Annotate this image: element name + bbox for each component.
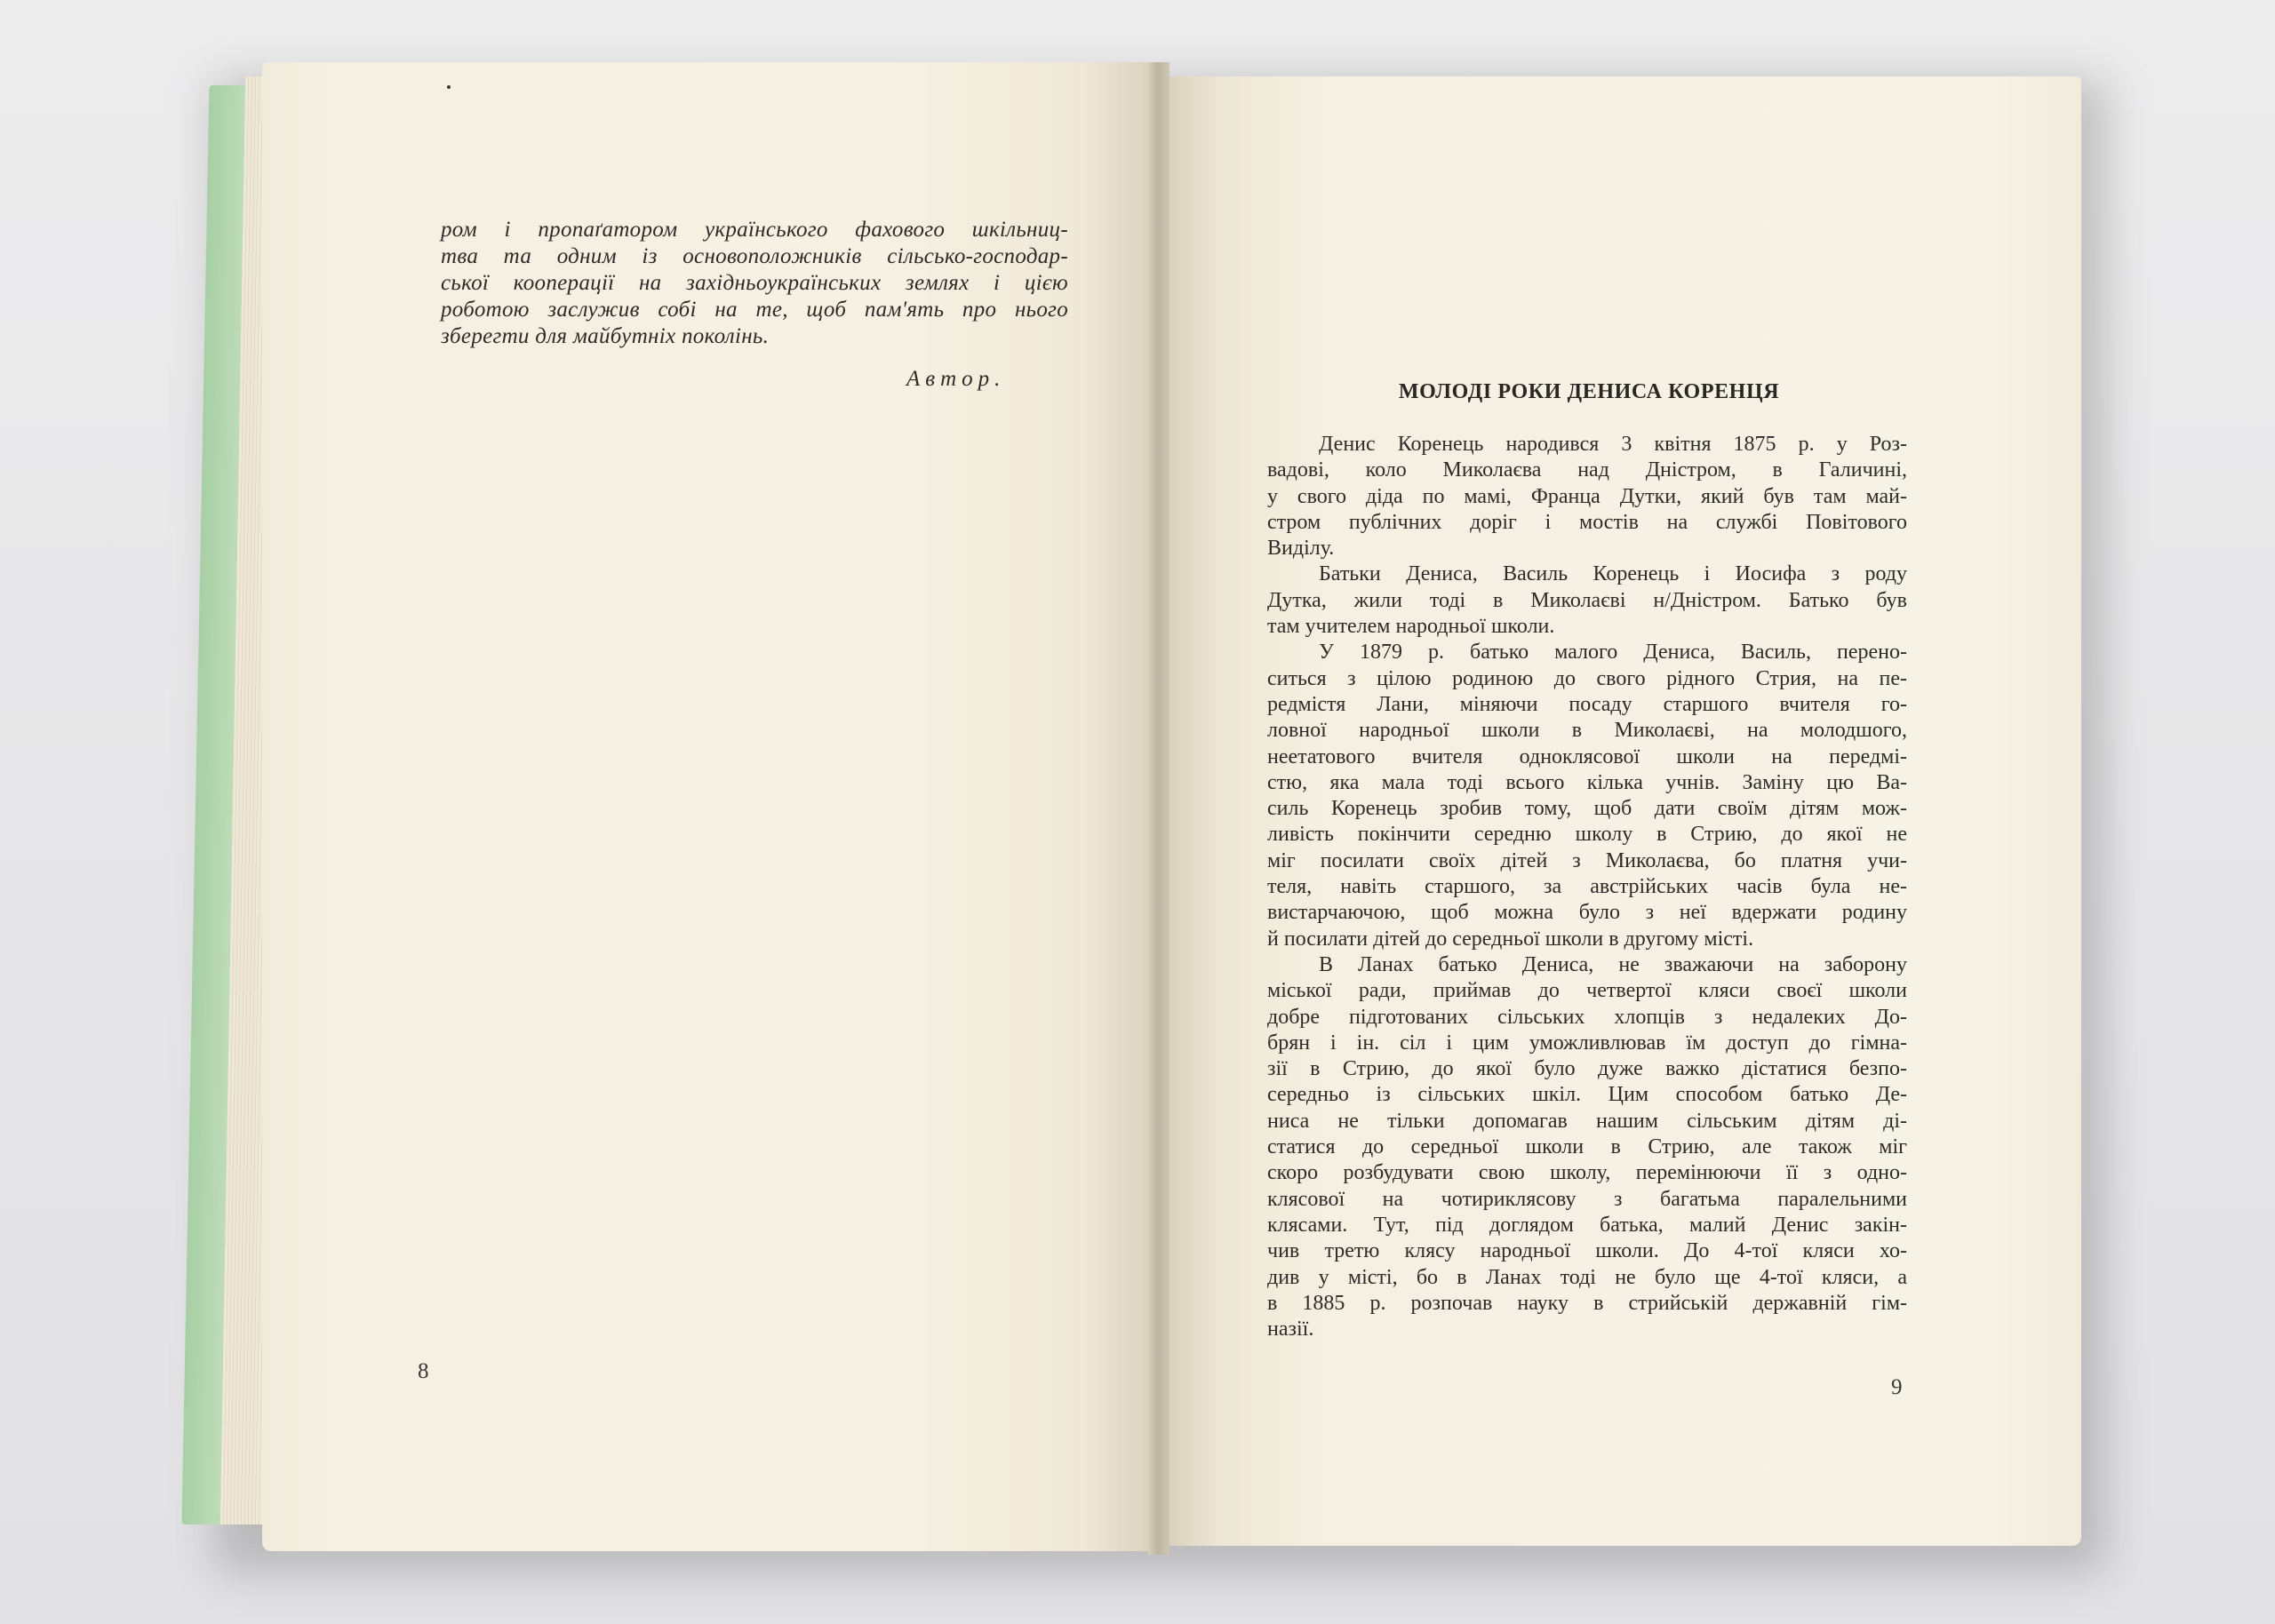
paragraph-line: У 1879 р. батько малого Дениса, Василь, перено- [1319,641,1907,665]
text-line: тва та одним із основоположників сільсько-господар- [441,244,1068,268]
paragraph-line: скоро розбудувати свою школу, перемінюючи її з одно- [1267,1161,1907,1185]
paragraph-line: ловної народньої школи в Миколаєві, на молодшого, [1267,719,1907,743]
paragraph-line: й посилати дітей до середньої школи в другому місті. [1267,927,1754,951]
paragraph-line: ситься з цілою родиною до свого рідного Стрия, на пе- [1267,666,1907,690]
text-line: ської кооперації на західньоукраїнських землях і цією [441,271,1068,295]
paragraph-line: брян і ін. сіл і цим уможливлював їм доступ до гімна- [1267,1031,1907,1055]
page-number-right: 9 [1891,1375,1903,1399]
paragraph-line: див у місті, бо в Ланах тоді не було ще 4-тої кляси, а [1267,1265,1907,1289]
paragraph-line: міг посилати своїх дітей з Миколаєва, бо платня учи- [1267,848,1907,872]
paragraph-line: клясами. Тут, під доглядом батька, малий Денис закін- [1267,1213,1907,1237]
paragraph-line: силь Коренець зробив тому, щоб дати своїм дітям мож- [1267,797,1907,821]
paragraph-line: Дутка, жили тоді в Миколаєві н/Дністром. Батько був [1267,588,1907,612]
paragraph-line: назії. [1267,1318,1314,1341]
paragraph-line: ливість покінчити середню школу в Стрию, до якої не [1267,823,1907,847]
paragraph-line: Виділу. [1267,537,1335,561]
right-page-body [1267,432,1907,1342]
paragraph-line: середньо із сільських шкіл. Цим способом батько Де- [1267,1083,1907,1107]
page-number-left: 8 [418,1359,429,1383]
paragraph-line: Денис Коренець народився 3 квітня 1875 р. у Роз- [1319,433,1907,456]
paragraph-line: добре підготованих сільських хлопців з недалеких До- [1267,1005,1907,1029]
paragraph-line: редмістя Лани, міняючи посаду старшого вчителя го- [1267,692,1907,716]
paragraph-line: вадові, коло Миколаєва над Дністром, в Галичині, [1267,458,1907,482]
paragraph-line: теля, навіть старшого, за австрійських часів була не- [1267,875,1907,899]
paragraph-line: стром публічних доріг і мостів на службі Повітового [1267,510,1907,534]
paragraph-line: міської ради, приймав до четвертої кляси своєї школи [1267,979,1907,1003]
text-line: зберегти для майбутніх поколінь. [441,324,770,348]
paragraph-line: статися до середньої школи в Стрию, але також міг [1267,1135,1907,1159]
author-signature: Автор. [906,367,1006,391]
paragraph-line: клясової на чотириклясову з багатьма паралельними [1267,1187,1907,1211]
paragraph-line: Батьки Дениса, Василь Коренець і Иосифа з роду [1319,562,1907,586]
paragraph-line: у свого діда по мамі, Франца Дутки, який був там май- [1267,484,1907,508]
text-line: ром і пропаґатором українського фахового шкільниц- [441,218,1068,242]
paragraph-line: ниса не тільки допомагав нашим сільським дітям ді- [1267,1109,1907,1133]
paragraph-line: В Ланах батько Дениса, не зважаючи на заборону [1319,952,1907,976]
paragraph-line: зії в Стрию, до якої було дуже важко дістатися безпо- [1267,1057,1907,1081]
paragraph-line: чив третю клясу народньої школи. До 4-тої кляси хо- [1267,1239,1907,1263]
paragraph-line: стю, яка мала тоді всього кілька учнів. Заміну цю Ва- [1267,770,1907,794]
paragraph-line: неетатового вчителя одноклясової школи на передмі- [1267,744,1907,768]
paragraph-line: в 1885 р. розпочав науку в стрийській державній гім- [1267,1291,1907,1315]
left-page-text [441,217,1068,350]
text-line: роботою заслужив собі на те, щоб пам'ять про нього [441,298,1068,322]
ink-dot [447,85,451,89]
paragraph-line: там учителем народньої школи. [1267,615,1555,639]
chapter-title: МОЛОДІ РОКИ ДЕНИСА КОРЕНЦЯ [1398,380,1780,403]
book-gutter [1148,62,1169,1555]
paragraph-line: вистарчаючою, щоб можна було з неї вдержати родину [1267,901,1907,925]
